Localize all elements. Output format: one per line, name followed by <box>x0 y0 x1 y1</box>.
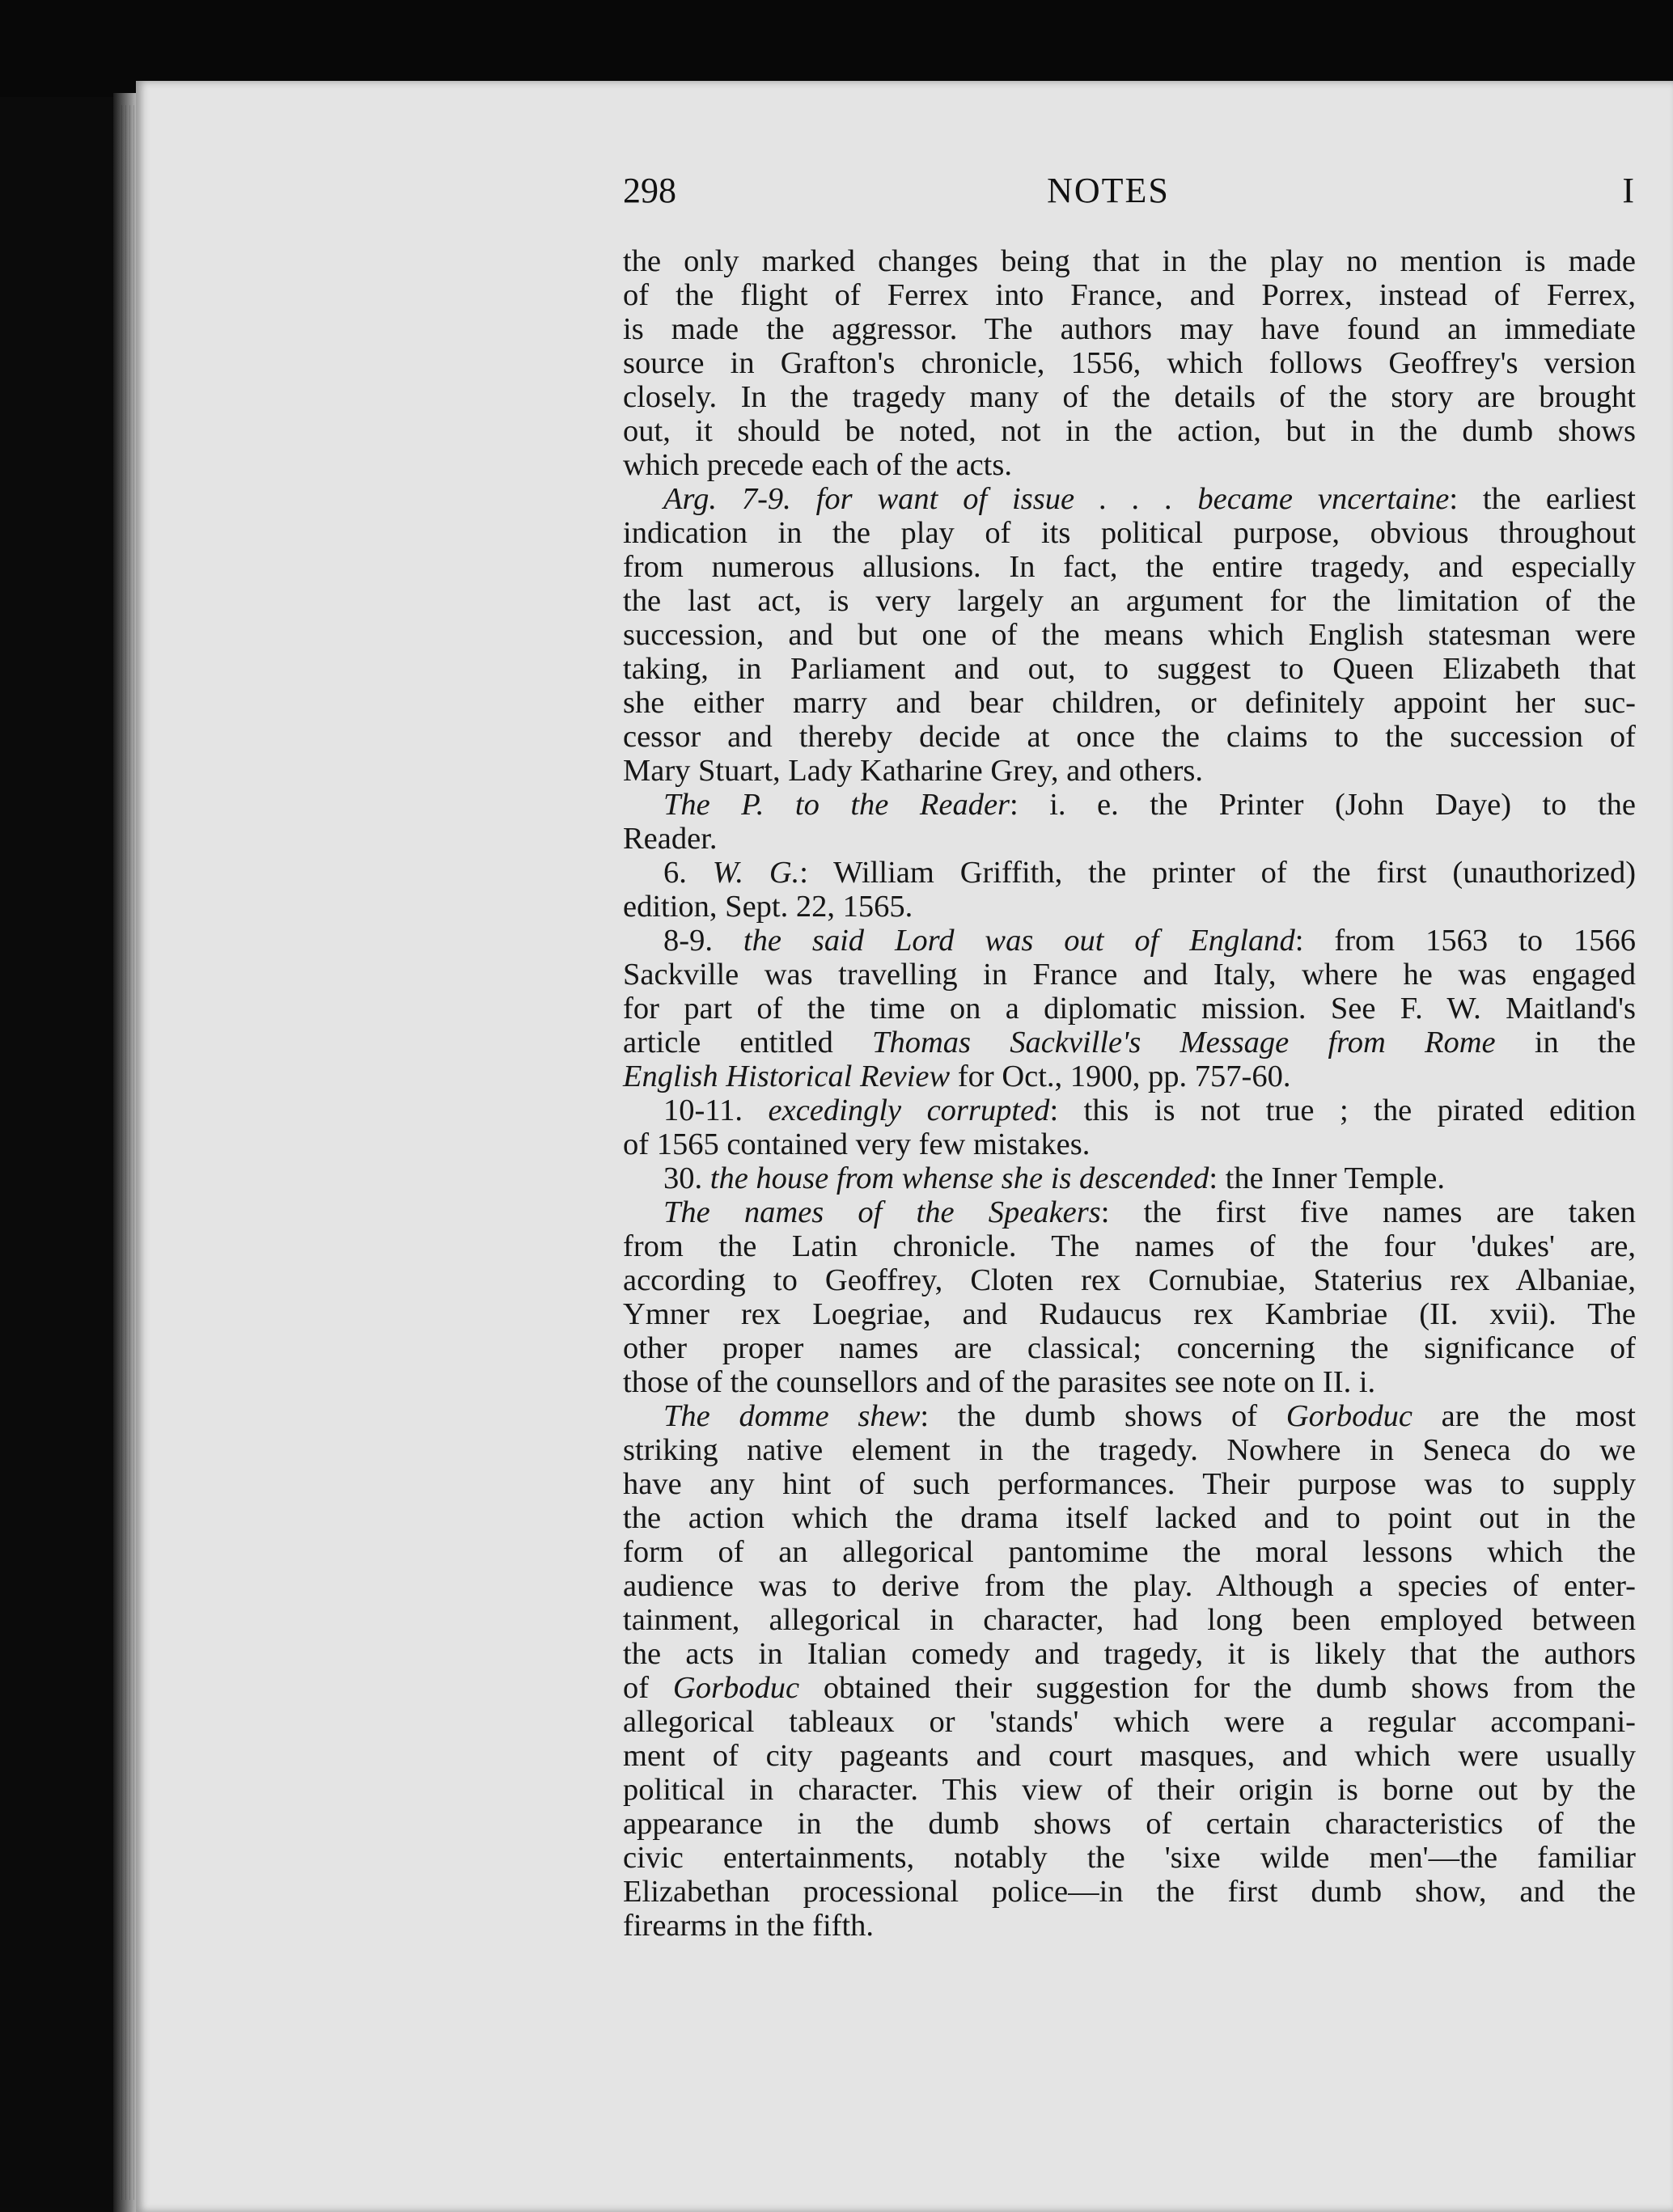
text-run: appearance in the dumb shows of certain characteristics of the <box>623 1807 1636 1841</box>
text-run: : this is not true ; the pirated edition <box>1049 1093 1636 1127</box>
text-run: : from 1563 to 1566 <box>1294 924 1636 958</box>
text-line <box>623 1161 1636 1195</box>
text-line <box>623 1603 1636 1637</box>
text-line <box>623 312 1636 346</box>
text-line <box>623 584 1636 618</box>
text-line <box>623 1569 1636 1603</box>
text-line <box>623 244 1636 278</box>
text-run: is made the aggressor. The authors may have found an immediate <box>623 312 1636 346</box>
text-line <box>623 992 1636 1026</box>
text-line <box>623 1875 1636 1909</box>
text-run: ment of city pageants and court masques, and which were usually <box>623 1739 1636 1773</box>
text-line <box>623 1433 1636 1467</box>
text-run: Elizabethan processional police—in the first dumb show, and the <box>623 1875 1636 1909</box>
text-run: are the most <box>1412 1399 1636 1433</box>
text-run: other proper names are classical; concerning the significance of <box>623 1331 1636 1365</box>
text-run: according to Geoffrey, Cloten rex Cornubiae, Staterius rex Albaniae, <box>623 1263 1636 1297</box>
text-line <box>623 1127 1636 1161</box>
text-line <box>623 1535 1636 1569</box>
text-run: taking, in Parliament and out, to suggest to Queen Elizabeth that <box>623 652 1636 686</box>
text-line <box>623 1331 1636 1365</box>
text-line <box>623 482 1636 516</box>
text-run: political in character. This view of their origin is borne out by the <box>623 1773 1636 1807</box>
text-line <box>623 1399 1636 1433</box>
text-line <box>623 1195 1636 1229</box>
text-line <box>623 278 1636 312</box>
text-run: edition, Sept. 22, 1565. <box>623 890 913 924</box>
text-run: article entitled <box>623 1026 873 1059</box>
text-line <box>623 890 1636 924</box>
text-run: for Oct., 1900, pp. 757-60. <box>950 1059 1291 1093</box>
text-run: striking native element in the tragedy. Nowhere in Seneca do we <box>623 1433 1636 1467</box>
italic-reference: Gorboduc <box>672 1671 800 1705</box>
text-line <box>623 1841 1636 1875</box>
text-run: indication in the play of its political purpose, obvious throughout <box>623 516 1636 550</box>
text-run: from the Latin chronicle. The names of the four 'dukes' are, <box>623 1229 1636 1263</box>
text-line <box>623 380 1636 414</box>
italic-reference: Arg. 7-9. for want of issue . . . became vncertaine <box>663 482 1450 516</box>
text-line <box>623 1501 1636 1535</box>
italic-reference: English Historical Review <box>623 1059 951 1093</box>
text-line <box>623 346 1636 380</box>
text-run: 6. <box>663 856 713 890</box>
notes-text <box>623 244 1636 1943</box>
text-line <box>623 1093 1636 1127</box>
text-run: tainment, allegorical in character, had long been employed between <box>623 1603 1636 1637</box>
text-run: the last act, is very largely an argument for the limitation of the <box>623 584 1636 618</box>
running-head: NOTES <box>1047 171 1170 210</box>
text-run: : the dumb shows of <box>920 1399 1286 1433</box>
text-line <box>623 1637 1636 1671</box>
text-run: source in Grafton's chronicle, 1556, which follows Geoffrey's version <box>623 346 1636 380</box>
text-run: of <box>623 1671 673 1705</box>
italic-reference: Thomas Sackville's Message from Rome <box>872 1026 1496 1059</box>
italic-reference: the house from whense she is descended <box>709 1161 1209 1195</box>
italic-reference: The P. to the Reader <box>663 788 1010 822</box>
text-line <box>623 1773 1636 1807</box>
text-line <box>623 686 1636 720</box>
text-line <box>623 1739 1636 1773</box>
text-line <box>623 924 1636 958</box>
text-run: : William Griffith, the printer of the first (unauthorized) <box>799 856 1637 890</box>
text-line <box>623 1059 1636 1093</box>
text-run: the only marked changes being that in the play no mention is made <box>623 244 1636 278</box>
text-run: Sackville was travelling in France and Italy, where he was engaged <box>623 958 1636 992</box>
text-run: closely. In the tragedy many of the details of the story are brought <box>623 380 1636 414</box>
text-run: Ymner rex Loegriae, and Rudaucus rex Kambriae (II. xvii). The <box>623 1297 1636 1331</box>
text-line <box>623 822 1636 856</box>
italic-reference: Gorboduc <box>1285 1399 1413 1433</box>
text-run: 30. <box>663 1161 710 1195</box>
text-line <box>623 516 1636 550</box>
text-run: out, it should be noted, not in the action, but in the dumb shows <box>623 414 1636 448</box>
text-run: cessor and thereby decide at once the claims to the succession of <box>623 720 1636 754</box>
text-line <box>623 1026 1636 1059</box>
text-run: : the first five names are taken <box>1100 1195 1636 1229</box>
text-run: from numerous allusions. In fact, the entire tragedy, and especially <box>623 550 1636 584</box>
text-run: civic entertainments, notably the 'sixe wilde men'—the familiar <box>623 1841 1636 1875</box>
text-run: have any hint of such performances. Their purpose was to supply <box>623 1467 1636 1501</box>
text-line <box>623 1229 1636 1263</box>
text-run: those of the counsellors and of the parasites see note on II. i. <box>623 1365 1376 1399</box>
text-run: : i. e. the Printer (John Daye) to the <box>1010 788 1636 822</box>
text-line <box>623 1263 1636 1297</box>
text-run: allegorical tableaux or 'stands' which were a regular accompani- <box>623 1705 1636 1739</box>
italic-reference: The domme shew <box>663 1399 921 1433</box>
text-run: which precede each of the acts. <box>623 448 1012 482</box>
text-line <box>623 1705 1636 1739</box>
text-line <box>623 1467 1636 1501</box>
text-run: : the Inner Temple. <box>1209 1161 1446 1195</box>
text-run: of the flight of Ferrex into France, and Porrex, instead of Ferrex, <box>623 278 1636 312</box>
text-run: the action which the drama itself lacked and to point out in the <box>623 1501 1636 1535</box>
text-run: firearms in the fifth. <box>623 1909 875 1943</box>
italic-reference: the said Lord was out of England <box>743 924 1295 958</box>
text-line <box>623 958 1636 992</box>
text-run: form of an allegorical pantomime the moral lessons which the <box>623 1535 1636 1569</box>
text-run: 10-11. <box>663 1093 769 1127</box>
text-run: audience was to derive from the play. Although a species of enter- <box>623 1569 1636 1603</box>
text-line <box>623 414 1636 448</box>
signature-mark: I <box>1622 171 1634 210</box>
text-run: the acts in Italian comedy and tragedy, it is likely that the authors <box>623 1637 1636 1671</box>
page-number: 298 <box>623 171 676 210</box>
text-run: for part of the time on a diplomatic mission. See F. W. Maitland's <box>623 992 1636 1026</box>
text-line <box>623 652 1636 686</box>
text-line <box>623 1671 1636 1705</box>
text-run: Reader. <box>623 822 718 856</box>
text-run: succession, and but one of the means which English statesman were <box>623 618 1636 652</box>
text-line <box>623 856 1636 890</box>
text-line <box>623 1297 1636 1331</box>
text-run: of 1565 contained very few mistakes. <box>623 1127 1091 1161</box>
text-run: Mary Stuart, Lady Katharine Grey, and others. <box>623 754 1204 788</box>
italic-reference: The names of the Speakers <box>663 1195 1101 1229</box>
text-run: : the earliest <box>1449 482 1636 516</box>
text-line <box>623 448 1636 482</box>
text-line <box>623 788 1636 822</box>
text-line <box>623 618 1636 652</box>
text-run: 8-9. <box>663 924 743 958</box>
text-line <box>623 550 1636 584</box>
text-line <box>623 1807 1636 1841</box>
text-run: obtained their suggestion for the dumb shows from the <box>799 1671 1636 1705</box>
text-line <box>623 754 1636 788</box>
text-line <box>623 720 1636 754</box>
italic-reference: excedingly corrupted <box>768 1093 1050 1127</box>
page-header <box>623 170 1634 218</box>
italic-reference: W. G. <box>712 856 800 890</box>
text-run: she either marry and bear children, or definitely appoint her suc- <box>623 686 1636 720</box>
text-line <box>623 1365 1636 1399</box>
text-line <box>623 1909 1636 1943</box>
text-run: in the <box>1495 1026 1637 1059</box>
